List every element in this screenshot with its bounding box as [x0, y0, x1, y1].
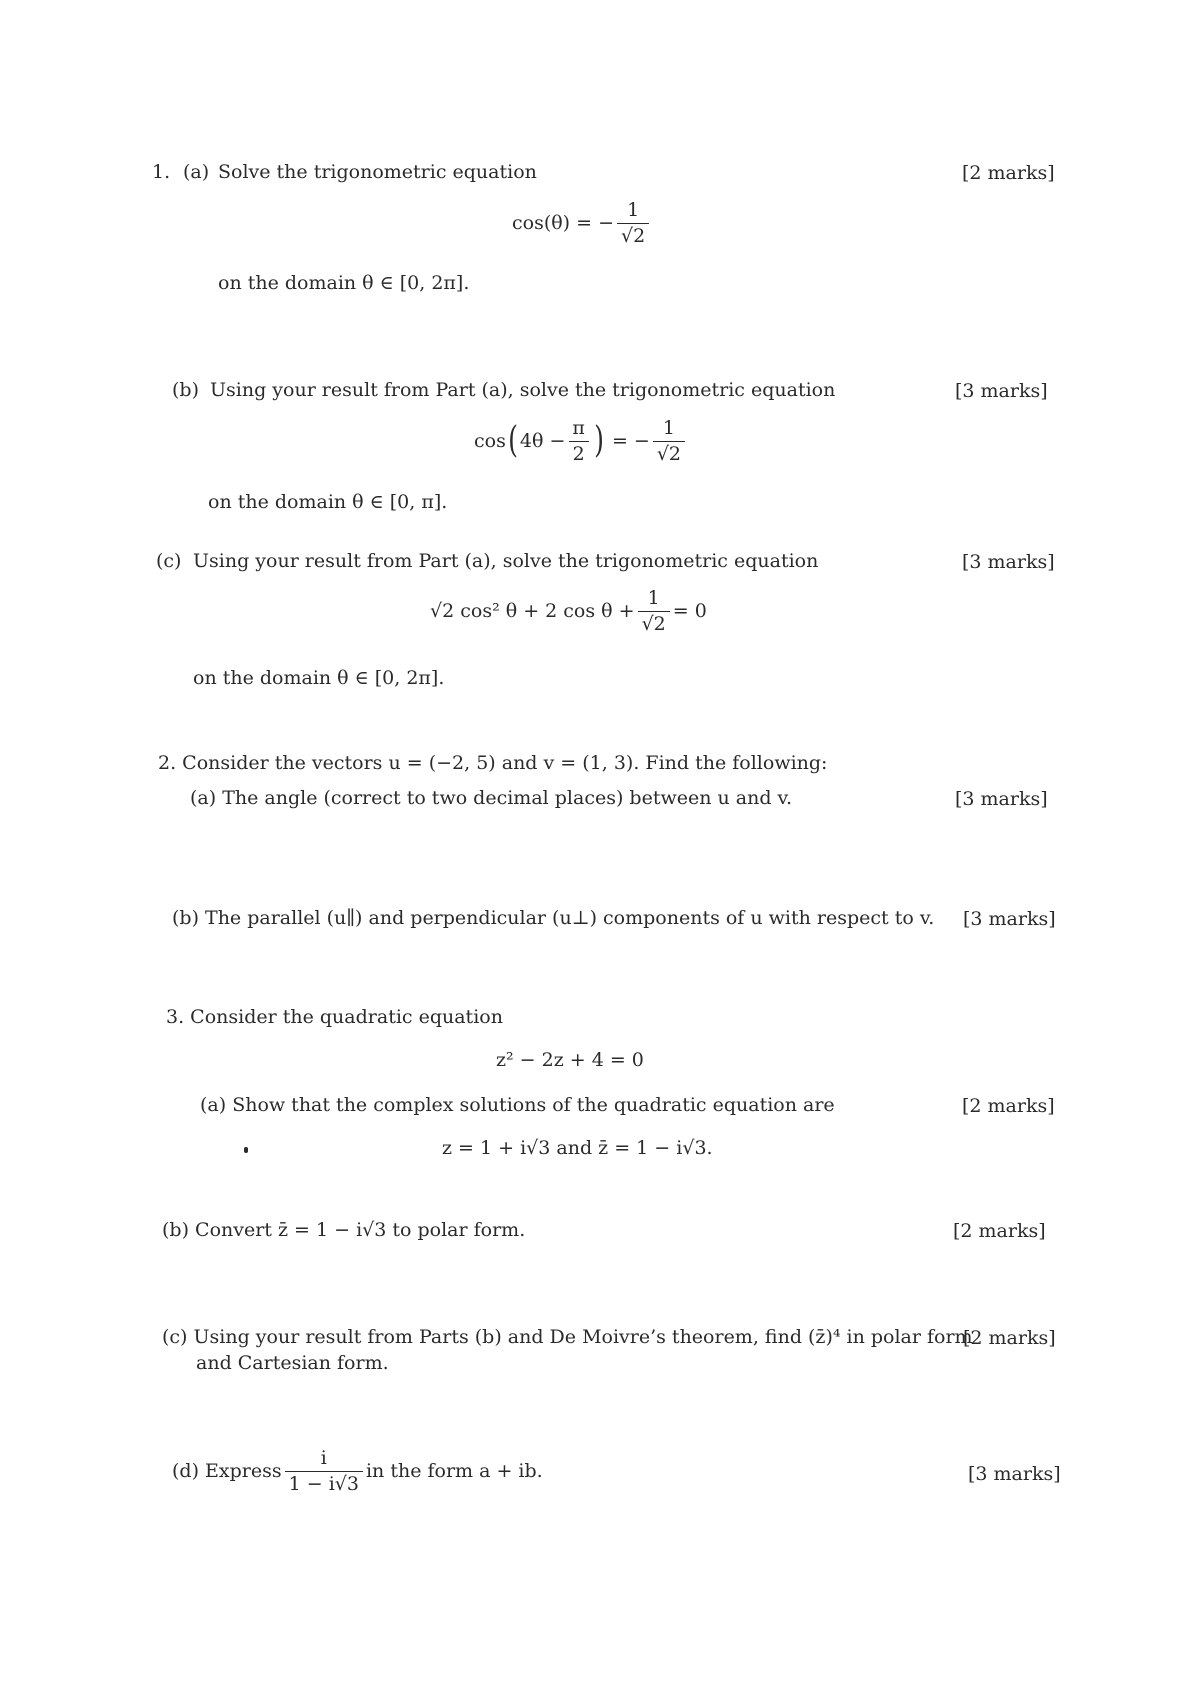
q1a-frac-den: √2: [617, 223, 649, 247]
q1b-eq-equals: = −: [611, 430, 650, 453]
q1b-pi-fraction: [568, 418, 589, 465]
q1b-text: Using your result from Part (a), solve the trigonometric equation: [210, 379, 836, 401]
q3a-text: (a) Show that the complex solutions of the quadratic equation are: [200, 1094, 835, 1116]
q2a-marks: [3 marks]: [955, 788, 1048, 810]
q3a-solutions: z = 1 + i√3 and z̄ = 1 − i√3.: [442, 1137, 713, 1159]
q3c-marks: [2 marks]: [963, 1327, 1056, 1349]
q3d-frac-num: i: [320, 1447, 327, 1469]
q3b-marks: [2 marks]: [953, 1220, 1046, 1242]
q1b-marks: [3 marks]: [955, 380, 1048, 402]
q3a-marks: [2 marks]: [962, 1095, 1055, 1117]
q1b-rhs-fraction: [653, 418, 685, 465]
q1c-eq-rhs: = 0: [672, 600, 707, 623]
q2-intro: 2. Consider the vectors u = (−2, 5) and v = (1, 3). Find the following:: [158, 752, 828, 774]
q1a-equation: [512, 200, 652, 247]
q1a-text: Solve the trigonometric equation: [218, 161, 537, 183]
q3-intro: 3. Consider the quadratic equation: [166, 1006, 503, 1028]
q1b-eq-cos: cos: [474, 430, 506, 453]
q1c-marks: [3 marks]: [962, 551, 1055, 573]
q3d-fraction: [285, 1448, 363, 1495]
q1b-equation: [474, 418, 688, 465]
q1c-domain: on the domain θ ∈ [0, 2π].: [193, 667, 445, 689]
q1c-frac-num: 1: [647, 587, 660, 609]
q1c-eq-lhs: √2 cos² θ + 2 cos θ +: [430, 600, 635, 623]
q2b-text: (b) The parallel (u∥) and perpendicular (u⊥) components of u with respect to v.: [172, 907, 935, 929]
q2b-marks: [3 marks]: [963, 908, 1056, 930]
q1b-domain: on the domain θ ∈ [0, π].: [208, 491, 448, 513]
q1a-label: (a): [183, 161, 210, 183]
q1-number: 1.: [152, 161, 171, 183]
q2a-text: (a) The angle (correct to two decimal places) between u and v.: [190, 787, 793, 809]
q1a-eq-lhs: cos(θ) = −: [512, 212, 615, 235]
q1b-eq-inner: 4θ −: [519, 430, 566, 453]
q1b-pi-den: 2: [569, 441, 589, 465]
q1b-right-paren: ): [593, 420, 604, 462]
q1b-pi-num: π: [572, 417, 585, 439]
q1c-fraction: [638, 588, 670, 635]
q3c-line2: and Cartesian form.: [196, 1352, 389, 1374]
q1a-domain: on the domain θ ∈ [0, 2π].: [218, 272, 470, 294]
q1c-frac-den: √2: [638, 611, 670, 635]
q3d-suffix: in the form a + ib.: [365, 1460, 543, 1483]
q1b-label: (b): [172, 379, 199, 401]
q3d-marks: [3 marks]: [968, 1463, 1061, 1485]
q1c-equation: [430, 588, 707, 635]
q1b-frac-den: √2: [653, 441, 685, 465]
q3d-frac-den: 1 − i√3: [285, 1471, 363, 1495]
q3d-line: [172, 1448, 543, 1495]
q1b-left-paren: (: [507, 420, 518, 462]
stray-mark: [244, 1147, 248, 1153]
q1a-marks: [2 marks]: [962, 162, 1055, 184]
q1b-frac-num: 1: [662, 417, 675, 439]
q3b-text: (b) Convert z̄ = 1 − i√3 to polar form.: [162, 1219, 526, 1241]
q3c-line1: (c) Using your result from Parts (b) and De Moivre’s theorem, find (z̄)⁴ in polar form: [162, 1326, 973, 1348]
q3d-prefix: (d) Express: [172, 1460, 282, 1483]
q3-equation: z² − 2z + 4 = 0: [496, 1049, 644, 1071]
q1c-label: (c): [156, 550, 182, 572]
q1a-eq-fraction: [617, 200, 649, 247]
q1a-frac-num: 1: [627, 199, 640, 221]
q1c-text: Using your result from Part (a), solve the trigonometric equation: [193, 550, 819, 572]
